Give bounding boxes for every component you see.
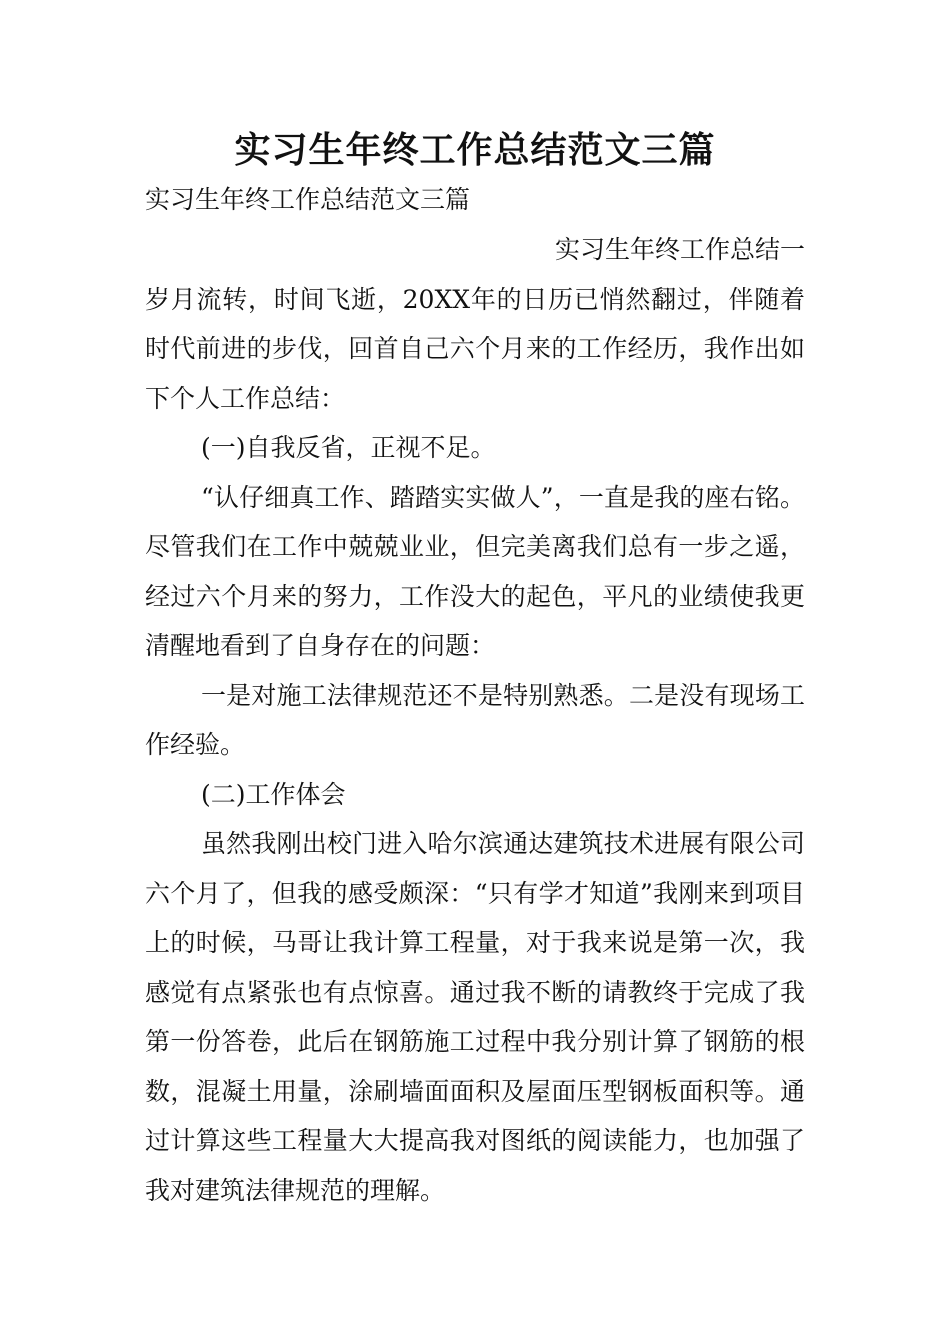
paragraph-shortcomings: 一是对施工法律规范还不是特别熟悉。二是没有现场工作经验。 [145, 680, 805, 759]
section-heading: 实习生年终工作总结一 [554, 235, 805, 264]
document-body [145, 225, 805, 1215]
paragraph-heading-1: (一)自我反省，正视不足。 [201, 433, 496, 462]
paragraph-heading-2: (二)工作体会 [201, 779, 346, 809]
paragraph-experience: 虽然我刚出校门进入哈尔滨通达建筑技术进展有限公司六个月了，但我的感受颇深：“只有学才知道”我刚来到项目上的时候，马哥让我计算工程量，对于我来说是第一次，我感觉有点紧张也有点惊喜。通过我不断的请教终于完成了我第一份答卷，此后在钢筋施工过程中我分别计算了钢筋的根数，混凝土用量，涂刷墙面面积及屋面压型钢板面积等。通过计算这些工程量大大提高我对图纸的阅读能力，也加强了我对建筑法律规范的理解。 [145, 829, 805, 1205]
document-title: 实习生年终工作总结范文三篇 [234, 129, 716, 171]
paragraph-motto: “认仔细真工作、踏踏实实做人”，一直是我的座右铭。尽管我们在工作中兢兢业业，但完美离我们总有一步之遥，经过六个月来的努力，工作没大的起色，平凡的业绩使我更清醒地看到了自身存在的问题： [145, 482, 805, 660]
paragraph-intro: 岁月流转，时间飞逝，20XX年的日历已悄然翻过，伴随着时代前进的步伐，回首自己六个月来的工作经历，我作出如下个人工作总结： [145, 284, 805, 413]
document-subtitle: 实习生年终工作总结范文三篇 [145, 185, 471, 214]
